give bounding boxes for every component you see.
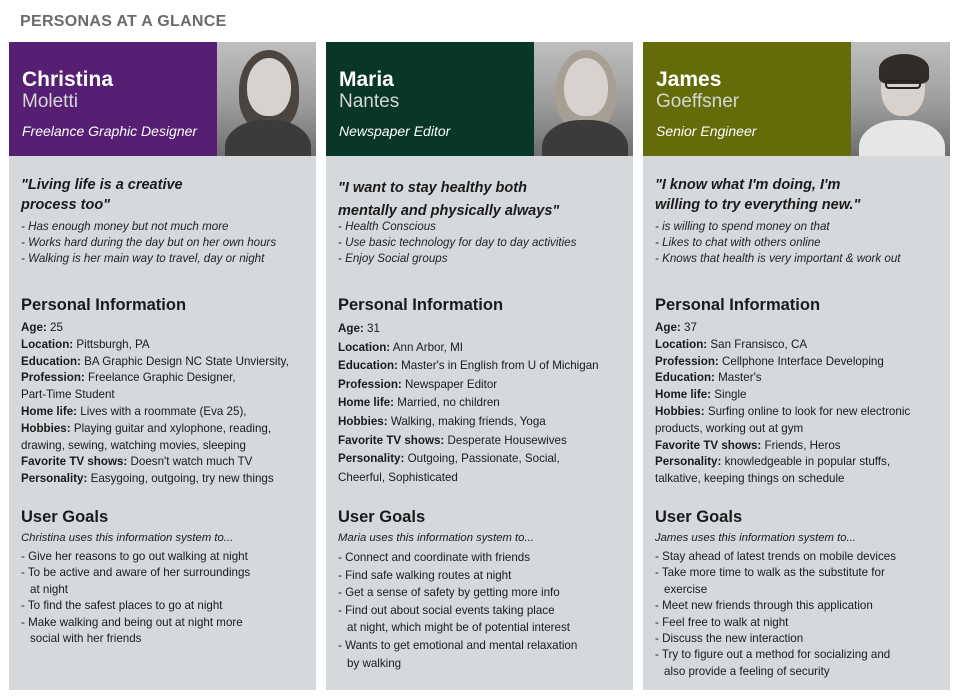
info-hobbies: Hobbies: Playing guitar and xylophone, reading, bbox=[21, 421, 272, 435]
persona-photo bbox=[851, 42, 950, 156]
page-title: PERSONAS AT A GLANCE bbox=[20, 13, 227, 30]
trait-item: - Use basic technology for day to day activities bbox=[338, 236, 577, 249]
personal-information-heading: Personal Information bbox=[21, 296, 187, 314]
personal-information-heading: Personal Information bbox=[655, 296, 821, 314]
goal-item: - Take more time to walk as the substitute for bbox=[655, 566, 885, 580]
goals-intro: James uses this information system to... bbox=[655, 532, 856, 544]
info-location: Location: Ann Arbor, MI bbox=[338, 340, 464, 354]
user-goals-heading: User Goals bbox=[338, 508, 426, 526]
persona-card-maria bbox=[326, 42, 633, 690]
info-profession: Profession: Newspaper Editor bbox=[338, 377, 498, 391]
info-profession-cont: Part-Time Student bbox=[21, 388, 115, 402]
goal-item: - To be active and aware of her surroundings bbox=[21, 566, 251, 580]
goal-item: - Wants to get emotional and mental relaxation bbox=[338, 638, 578, 652]
persona-role: Newspaper Editor bbox=[339, 123, 451, 139]
info-location: Location: Pittsburgh, PA bbox=[21, 337, 150, 351]
user-goals-heading: User Goals bbox=[21, 508, 109, 526]
goal-item: - Find safe walking routes at night bbox=[338, 568, 512, 582]
trait-item: - Likes to chat with others online bbox=[655, 236, 821, 249]
goal-item: also provide a feeling of security bbox=[664, 664, 830, 678]
info-education: Education: Master's bbox=[655, 371, 762, 385]
persona-photo bbox=[534, 42, 633, 156]
persona-role: Senior Engineer bbox=[656, 123, 757, 139]
info-education: Education: Master's in English from U of Michigan bbox=[338, 359, 599, 373]
info-profession: Profession: Cellphone Interface Developing bbox=[655, 354, 884, 368]
info-tv: Favorite TV shows: Doesn't watch much TV bbox=[21, 455, 253, 469]
persona-role: Freelance Graphic Designer bbox=[22, 123, 198, 139]
personal-information bbox=[338, 320, 628, 487]
goal-item: at night, which might be of potential interest bbox=[347, 621, 570, 635]
personal-information bbox=[655, 320, 945, 488]
last-name: Moletti bbox=[22, 91, 78, 112]
info-age: Age: 37 bbox=[655, 321, 697, 334]
persona-quote: "I want to stay healthy both mentally and physically always" bbox=[338, 180, 560, 219]
persona-traits bbox=[338, 219, 633, 267]
info-home-life: Home life: Married, no children bbox=[338, 396, 500, 410]
goals-list bbox=[338, 549, 630, 672]
last-name: Nantes bbox=[339, 91, 400, 112]
persona-header bbox=[9, 42, 316, 156]
first-name: James bbox=[656, 68, 722, 91]
info-home-life: Home life: Single bbox=[655, 388, 747, 402]
goal-item: - Try to figure out a method for socializing and bbox=[655, 648, 891, 662]
goal-item: - Discuss the new interaction bbox=[655, 632, 804, 646]
goals-list bbox=[21, 549, 313, 647]
trait-item: - Walking is her main way to travel, day or night bbox=[21, 252, 265, 265]
goal-item: social with her friends bbox=[30, 632, 142, 646]
goal-item: by walking bbox=[347, 656, 402, 670]
last-name: Goeffsner bbox=[656, 91, 740, 112]
personal-information-heading: Personal Information bbox=[338, 296, 504, 314]
goal-item: - Meet new friends through this application bbox=[655, 599, 873, 613]
info-age: Age: 25 bbox=[21, 321, 63, 334]
info-personality: Personality: Outgoing, Passionate, Social, bbox=[338, 452, 560, 466]
info-hobbies: Hobbies: Walking, making friends, Yoga bbox=[338, 414, 546, 428]
user-goals-heading: User Goals bbox=[655, 508, 743, 526]
info-hobbies-cont: products, working out at gym bbox=[655, 421, 804, 435]
info-hobbies: Hobbies: Surfing online to look for new electronic bbox=[655, 404, 911, 418]
goal-item: - Connect and coordinate with friends bbox=[338, 551, 531, 564]
goals-list bbox=[655, 549, 947, 680]
persona-quote: "I know what I'm doing, I'm willing to try everything new." bbox=[655, 177, 861, 213]
personal-information bbox=[21, 320, 311, 488]
info-personality-cont: Cheerful, Sophisticated bbox=[338, 470, 458, 484]
info-profession: Profession: Freelance Graphic Designer, bbox=[21, 371, 236, 385]
trait-item: - Works hard during the day but on her own hours bbox=[21, 236, 277, 249]
info-personality-cont: talkative, keeping things on schedule bbox=[655, 472, 845, 486]
persona-card-james bbox=[643, 42, 950, 690]
trait-item: - Enjoy Social groups bbox=[338, 252, 448, 265]
info-tv: Favorite TV shows: Desperate Housewives bbox=[338, 433, 567, 447]
persona-card-christina bbox=[9, 42, 316, 690]
goals-intro: Maria uses this information system to... bbox=[338, 532, 534, 544]
first-name: Maria bbox=[339, 68, 394, 91]
persona-photo bbox=[217, 42, 316, 156]
info-location: Location: San Fransisco, CA bbox=[655, 337, 808, 351]
goal-item: at night bbox=[30, 582, 69, 596]
goal-item: - Make walking and being out at night more bbox=[21, 615, 243, 629]
persona-header bbox=[326, 42, 633, 156]
info-hobbies-cont: drawing, sewing, watching movies, sleeping bbox=[21, 438, 246, 452]
goal-item: - Stay ahead of latest trends on mobile devices bbox=[655, 550, 897, 563]
info-education: Education: BA Graphic Design NC State Unviersity, bbox=[21, 354, 289, 368]
trait-item: - Health Conscious bbox=[338, 220, 436, 233]
first-name: Christina bbox=[22, 68, 114, 91]
goal-item: - Find out about social events taking place bbox=[338, 603, 555, 617]
info-tv: Favorite TV shows: Friends, Heros bbox=[655, 438, 841, 452]
persona-quote: "Living life is a creative process too" bbox=[21, 177, 183, 213]
persona-traits bbox=[655, 219, 950, 267]
trait-item: - Knows that health is very important & work out bbox=[655, 252, 901, 265]
trait-item: - is willing to spend money on that bbox=[655, 220, 830, 233]
goal-item: - Get a sense of safety by getting more info bbox=[338, 586, 560, 600]
info-personality: Personality: Easygoing, outgoing, try new things bbox=[21, 472, 274, 486]
trait-item: - Has enough money but not much more bbox=[21, 220, 229, 233]
info-age: Age: 31 bbox=[338, 322, 380, 335]
goal-item: exercise bbox=[664, 582, 708, 596]
goals-intro: Christina uses this information system to... bbox=[21, 532, 234, 544]
info-personality: Personality: knowledgeable in popular stuffs, bbox=[655, 455, 891, 469]
goal-item: - Give her reasons to go out walking at night bbox=[21, 550, 248, 563]
persona-header bbox=[643, 42, 950, 156]
persona-traits bbox=[21, 219, 316, 267]
info-home-life: Home life: Lives with a roommate (Eva 25), bbox=[21, 404, 247, 418]
goal-item: - To find the safest places to go at night bbox=[21, 599, 223, 613]
goal-item: - Feel free to walk at night bbox=[655, 615, 789, 629]
